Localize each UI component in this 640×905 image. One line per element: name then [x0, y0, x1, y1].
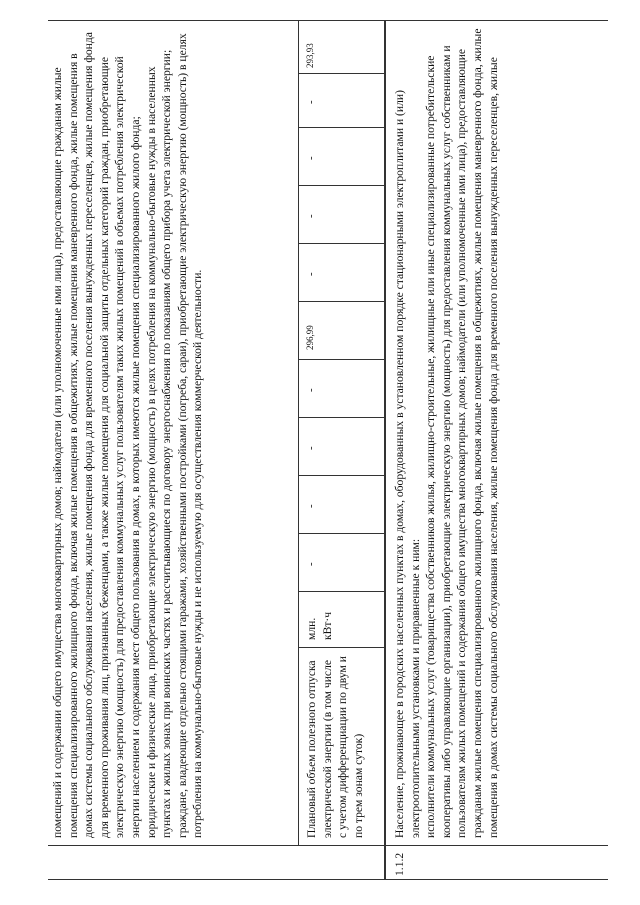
- section-number: 1.1.2: [393, 852, 406, 876]
- value-cell-9: -: [305, 100, 317, 104]
- value-cell-7: -: [305, 214, 317, 218]
- number-column-divider: [48, 845, 608, 846]
- value-cell-6: -: [305, 272, 317, 276]
- section-112-text: [392, 26, 501, 838]
- paragraph-continuation: помещений и содержании общего имущества многоквартирных домов; наймодатели (или уполномоченные ими лица), предоставляющие гражданам жилые помещения специализированного жилищного фонда, включая жилые помещения в общежитиях, жилые помещения маневренного фонда, жилые помещения в домах системы социального обслуживания населения, жилые помещения фонда для временного поселения вынужденных переселенцев, жилые помещения фонда для временного проживания лиц, признанных беженцами, а также жилые помещения для социальной защиты отдельных категорий граждан, приобретающие электрическую энергию (мощность) для предоставления коммунальных услуг пользователям таких жилых помещений в объемах потребления электрической энергии населением и содержания мест общего пользования в домах, в которых имеются жилые помещения специализированного жилого фонда;: [51, 32, 142, 838]
- col-divider-8: [298, 127, 384, 128]
- volume-row-unit: млн. кВт·ч: [305, 611, 334, 640]
- paragraph-garages: граждане, владеющие отдельно стоящими гаражами, хозяйственными постройками (погреба, сараи), приобретающие электрическую энергию (мощность) в целях потребления на коммунально-бытовые нужды и не используемую для осуществления коммерческой деятельности.: [175, 33, 205, 838]
- row-divider-bottom: [384, 20, 386, 880]
- volume-row-label: Плановый объем полезного отпуска электрической энергии (в том числе с учетом дифференциации по двум и по трем зонам суток): [305, 656, 365, 838]
- col-divider-4: [298, 359, 384, 360]
- row-divider-top: [298, 20, 299, 846]
- col-divider-5: [298, 301, 384, 302]
- paragraph-legal-entities: юридические и физические лица, приобретающие электрическую энергию (мощность) в целях потребления на коммунально-бытовые нужды в населенных пунктах и жилых зонах при воинских частях и рассчитывающиеся по договору энергоснабжения по показаниям общего прибора учета электрической энергии;: [144, 49, 174, 838]
- table-border-right: [48, 20, 608, 21]
- col-divider-3: [298, 417, 384, 418]
- col-divider-7: [298, 185, 384, 186]
- col-divider-2: [298, 475, 384, 476]
- paragraph-population: Население, проживающее в городских населенных пунктах в домах, оборудованных в установленном порядке стационарными электроплитами и (или) электроотопительными установками и приравненные к ним:: [393, 90, 422, 838]
- label-unit-divider: [298, 647, 384, 648]
- top-block-text: [50, 26, 206, 838]
- value-cell-2: -: [305, 504, 317, 508]
- unit-values-divider: [298, 591, 384, 592]
- paragraph-utility-providers: исполнители коммунальных услуг (товарищества собственников жилья, жилищно-строительные, жилищные или иные специализированные потребительские кооперативы либо управляющие организации), приобретающие электрическую энергию (мощность) для предоставления коммунальных услуг собственникам и пользователям жилых помещений и содержания общего имущества многоквартирных домов; наймодатели (или уполномоченные ими лица), предоставляющие гражданам жилые помещения специализированного жилищного фонда, включая жилые помещения в общежитиях, жилые помещения маневренного фонда, жилые помещения в домах системы социального обслуживания населения, жилые помещения фонда для временного поселения вынужденных переселенцев, жилые: [424, 28, 500, 838]
- value-cell-8: -: [305, 156, 317, 160]
- col-divider-1: [298, 533, 384, 534]
- value-cell-5: 296,99: [305, 325, 315, 350]
- rotated-document-page: [48, 20, 608, 880]
- table-border-left: [48, 879, 608, 880]
- value-cell-3: -: [305, 446, 317, 450]
- value-cell-4: -: [305, 388, 317, 392]
- col-divider-9: [298, 73, 384, 74]
- value-cell-1: -: [305, 562, 317, 566]
- value-cell-10: 293,93: [305, 43, 315, 68]
- col-divider-6: [298, 243, 384, 244]
